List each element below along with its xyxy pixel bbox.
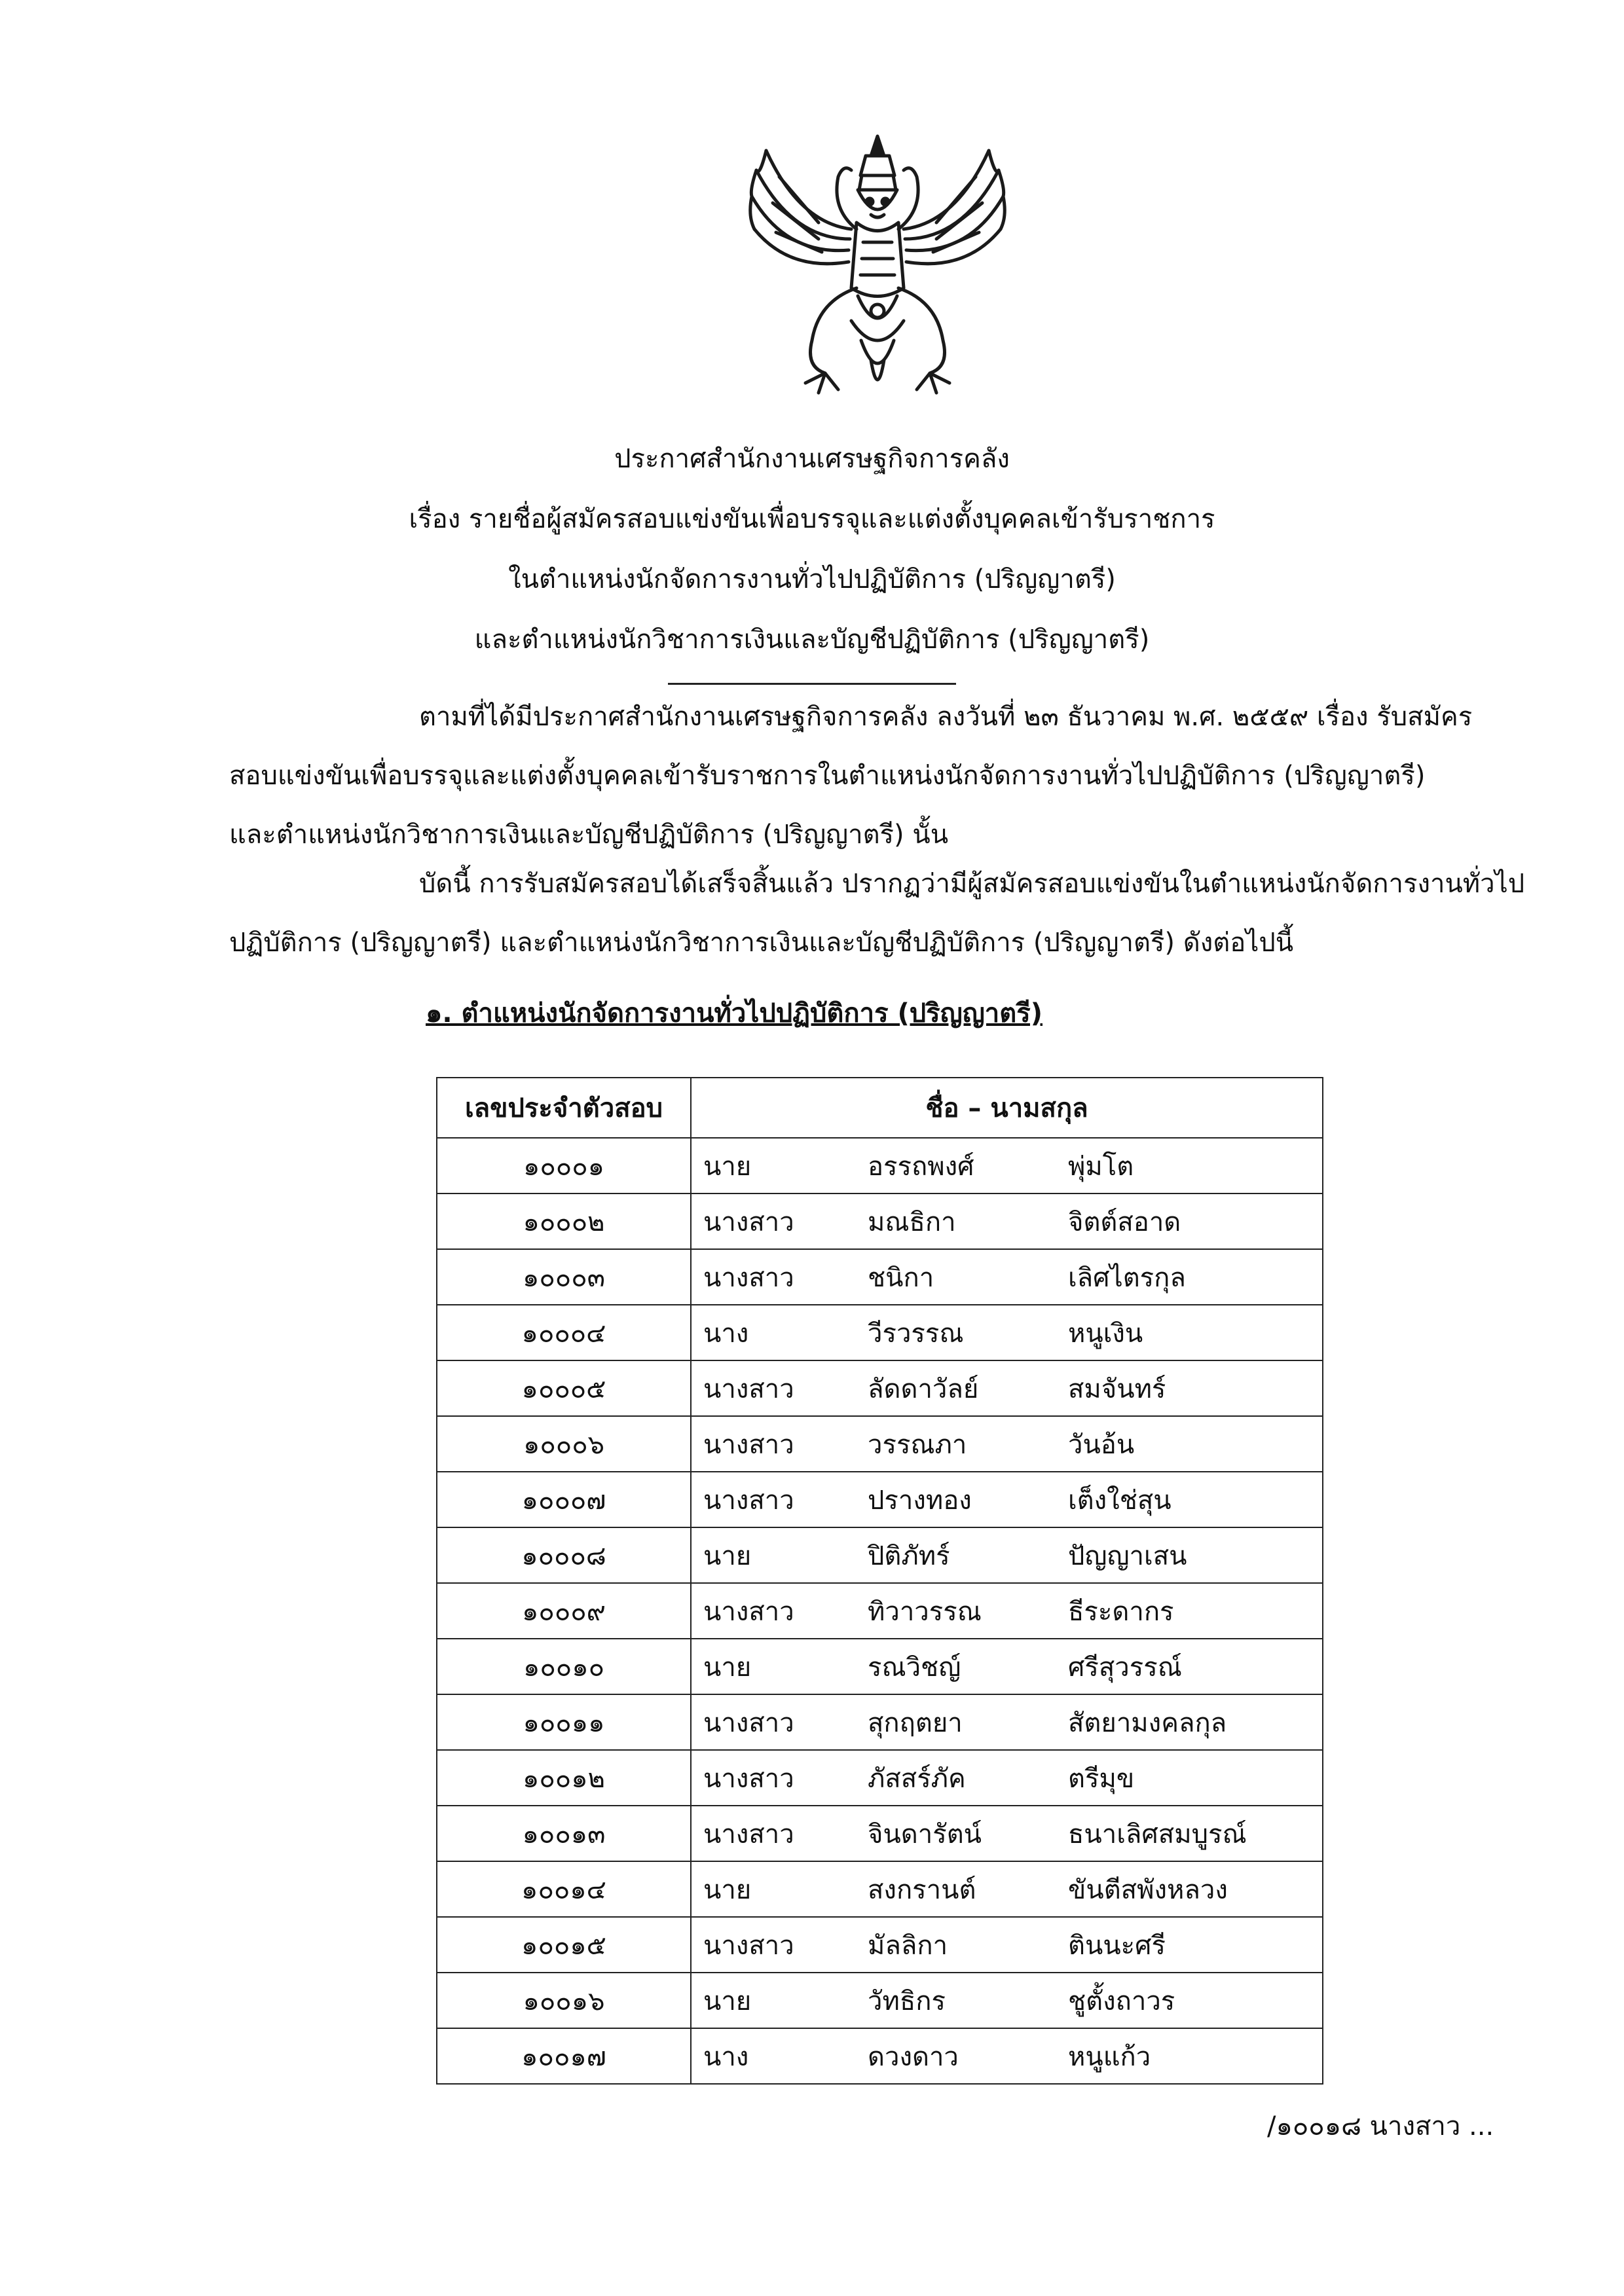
- last-name-cell: สมจันทร์: [1056, 1360, 1323, 1416]
- exam-id-cell: ๑๐๐๑๓: [437, 1806, 691, 1861]
- title-cell: นางสาว: [691, 1416, 856, 1472]
- exam-id-cell: ๑๐๐๐๑: [437, 1138, 691, 1194]
- last-name-cell: ชูตั้งถาวร: [1056, 1973, 1323, 2028]
- title-cell: นาย: [691, 1973, 856, 2028]
- paragraph-line: สอบแข่งขันเพื่อบรรจุและแต่งตั้งบุคคลเข้ารับราชการในตำแหน่งนักจัดการงานทั่วไปปฏิบัติการ (ปริญญาตรี): [229, 761, 1426, 791]
- first-name-cell: วัทธิกร: [856, 1973, 1056, 2028]
- first-name-cell: ลัดดาวัลย์: [856, 1360, 1056, 1416]
- table-row: [437, 1138, 1323, 1194]
- garuda-emblem-icon: [740, 124, 1015, 412]
- first-name-cell: อรรถพงศ์: [856, 1138, 1056, 1194]
- table-row: [437, 1305, 1323, 1360]
- exam-id-cell: ๑๐๐๐๕: [437, 1360, 691, 1416]
- first-name-cell: วีรวรรณ: [856, 1305, 1056, 1360]
- title-cell: นางสาว: [691, 1472, 856, 1527]
- paragraph-line: ตามที่ได้มีประกาศสำนักงานเศรษฐกิจการคลัง ลงวันที่ ๒๓ ธันวาคม พ.ศ. ๒๕๕๙ เรื่อง รับสมัคร: [419, 702, 1473, 732]
- exam-id-cell: ๑๐๐๑๕: [437, 1917, 691, 1973]
- exam-id-cell: ๑๐๐๐๗: [437, 1472, 691, 1527]
- last-name-cell: หนูเงิน: [1056, 1305, 1323, 1360]
- exam-id-cell: ๑๐๐๐๒: [437, 1194, 691, 1249]
- last-name-cell: ธนาเลิศสมบูรณ์: [1056, 1806, 1323, 1861]
- first-name-cell: สุกฤตยา: [856, 1694, 1056, 1750]
- exam-id-cell: ๑๐๐๑๔: [437, 1861, 691, 1917]
- last-name-cell: สัตยามงคลกุล: [1056, 1694, 1323, 1750]
- first-name-cell: สงกรานต์: [856, 1861, 1056, 1917]
- last-name-cell: ตรีมุข: [1056, 1750, 1323, 1806]
- section-heading: ๑. ตำแหน่งนักจัดการงานทั่วไปปฏิบัติการ (ปริญญาตรี): [426, 998, 1043, 1029]
- table-row: [437, 1973, 1323, 2028]
- page-continuation: /๑๐๐๑๘ นางสาว ...: [1267, 2111, 1494, 2141]
- last-name-cell: พุ่มโต: [1056, 1138, 1323, 1194]
- exam-id-cell: ๑๐๐๐๘: [437, 1527, 691, 1583]
- title-cell: นางสาว: [691, 1360, 856, 1416]
- exam-id-cell: ๑๐๐๑๑: [437, 1694, 691, 1750]
- title-cell: นางสาว: [691, 1194, 856, 1249]
- last-name-cell: เต็งใช่สุน: [1056, 1472, 1323, 1527]
- title-cell: นางสาว: [691, 1750, 856, 1806]
- table-row: [437, 1694, 1323, 1750]
- exam-id-cell: ๑๐๐๐๓: [437, 1249, 691, 1305]
- last-name-cell: ธีระดากร: [1056, 1583, 1323, 1639]
- table-row: [437, 1917, 1323, 1973]
- first-name-cell: มณธิกา: [856, 1194, 1056, 1249]
- table-row: [437, 1416, 1323, 1472]
- first-name-cell: ชนิกา: [856, 1249, 1056, 1305]
- table-row: [437, 1861, 1323, 1917]
- first-name-cell: รณวิชญ์: [856, 1639, 1056, 1694]
- title-cell: นางสาว: [691, 1917, 856, 1973]
- first-name-cell: ปิติภัทร์: [856, 1527, 1056, 1583]
- title-cell: นางสาว: [691, 1806, 856, 1861]
- first-name-cell: วรรณภา: [856, 1416, 1056, 1472]
- first-name-cell: ภัสสร์ภัค: [856, 1750, 1056, 1806]
- exam-id-cell: ๑๐๐๑๐: [437, 1639, 691, 1694]
- last-name-cell: เลิศไตรกุล: [1056, 1249, 1323, 1305]
- paragraph-result: [229, 854, 1525, 972]
- table-header-row: [437, 1078, 1323, 1138]
- exam-id-cell: ๑๐๐๐๖: [437, 1416, 691, 1472]
- first-name-cell: ทิวาวรรณ: [856, 1583, 1056, 1639]
- title-cell: นาย: [691, 1861, 856, 1917]
- candidate-table: [436, 1077, 1323, 2085]
- title-cell: นาย: [691, 1138, 856, 1194]
- first-name-cell: มัลลิกา: [856, 1917, 1056, 1973]
- table-row: [437, 1194, 1323, 1249]
- title-cell: นางสาว: [691, 1583, 856, 1639]
- header-exam-id: เลขประจำตัวสอบ: [437, 1078, 691, 1138]
- table-row: [437, 1750, 1323, 1806]
- paragraph-line: ปฏิบัติการ (ปริญญาตรี) และตำแหน่งนักวิชาการเงินและบัญชีปฏิบัติการ (ปริญญาตรี) ดังต่อไปนี้: [229, 928, 1294, 958]
- candidate-table-body: [437, 1138, 1323, 2084]
- table-row: [437, 1472, 1323, 1527]
- table-row: [437, 1583, 1323, 1639]
- title-line-3: ในตำแหน่งนักจัดการงานทั่วไปปฏิบัติการ (ปริญญาตรี): [508, 564, 1116, 594]
- title-line-1: ประกาศสำนักงานเศรษฐกิจการคลัง: [614, 444, 1010, 474]
- exam-id-cell: ๑๐๐๑๖: [437, 1973, 691, 2028]
- title-cell: นางสาว: [691, 1249, 856, 1305]
- title-line-4: และตำแหน่งนักวิชาการเงินและบัญชีปฏิบัติการ (ปริญญาตรี): [474, 625, 1150, 655]
- last-name-cell: หนูแก้ว: [1056, 2028, 1323, 2084]
- last-name-cell: จิตต์สอาด: [1056, 1194, 1323, 1249]
- announcement-title: [0, 429, 1624, 685]
- title-cell: นางสาว: [691, 1694, 856, 1750]
- header-full-name: ชื่อ – นามสกุล: [691, 1078, 1323, 1138]
- last-name-cell: ขันตีสพังหลวง: [1056, 1861, 1323, 1917]
- exam-id-cell: ๑๐๐๑๗: [437, 2028, 691, 2084]
- exam-id-cell: ๑๐๐๐๔: [437, 1305, 691, 1360]
- table-row: [437, 1639, 1323, 1694]
- last-name-cell: ศรีสุวรรณ์: [1056, 1639, 1323, 1694]
- paragraph-line: บัดนี้ การรับสมัครสอบได้เสร็จสิ้นแล้ว ปรากฏว่ามีผู้สมัครสอบแข่งขันในตำแหน่งนักจัดการงานทั่วไป: [419, 869, 1525, 899]
- title-cell: นาย: [691, 1639, 856, 1694]
- title-cell: นาย: [691, 1527, 856, 1583]
- exam-id-cell: ๑๐๐๑๒: [437, 1750, 691, 1806]
- exam-id-cell: ๑๐๐๐๙: [437, 1583, 691, 1639]
- table-row: [437, 1249, 1323, 1305]
- last-name-cell: ปัญญาเสน: [1056, 1527, 1323, 1583]
- first-name-cell: จินดารัตน์: [856, 1806, 1056, 1861]
- title-cell: นาง: [691, 2028, 856, 2084]
- paragraph-line: และตำแหน่งนักวิชาการเงินและบัญชีปฏิบัติการ (ปริญญาตรี) นั้น: [229, 820, 949, 850]
- last-name-cell: ตินนะศรี: [1056, 1917, 1323, 1973]
- first-name-cell: ปรางทอง: [856, 1472, 1056, 1527]
- paragraph-reference: [229, 687, 1513, 864]
- first-name-cell: ดวงดาว: [856, 2028, 1056, 2084]
- table-row: [437, 1806, 1323, 1861]
- table-row: [437, 2028, 1323, 2084]
- title-line-2: เรื่อง รายชื่อผู้สมัครสอบแข่งขันเพื่อบรรจุและแต่งตั้งบุคคลเข้ารับราชการ: [409, 504, 1215, 534]
- table-row: [437, 1527, 1323, 1583]
- title-cell: นาง: [691, 1305, 856, 1360]
- last-name-cell: วันอ้น: [1056, 1416, 1323, 1472]
- title-divider: [668, 683, 956, 685]
- table-row: [437, 1360, 1323, 1416]
